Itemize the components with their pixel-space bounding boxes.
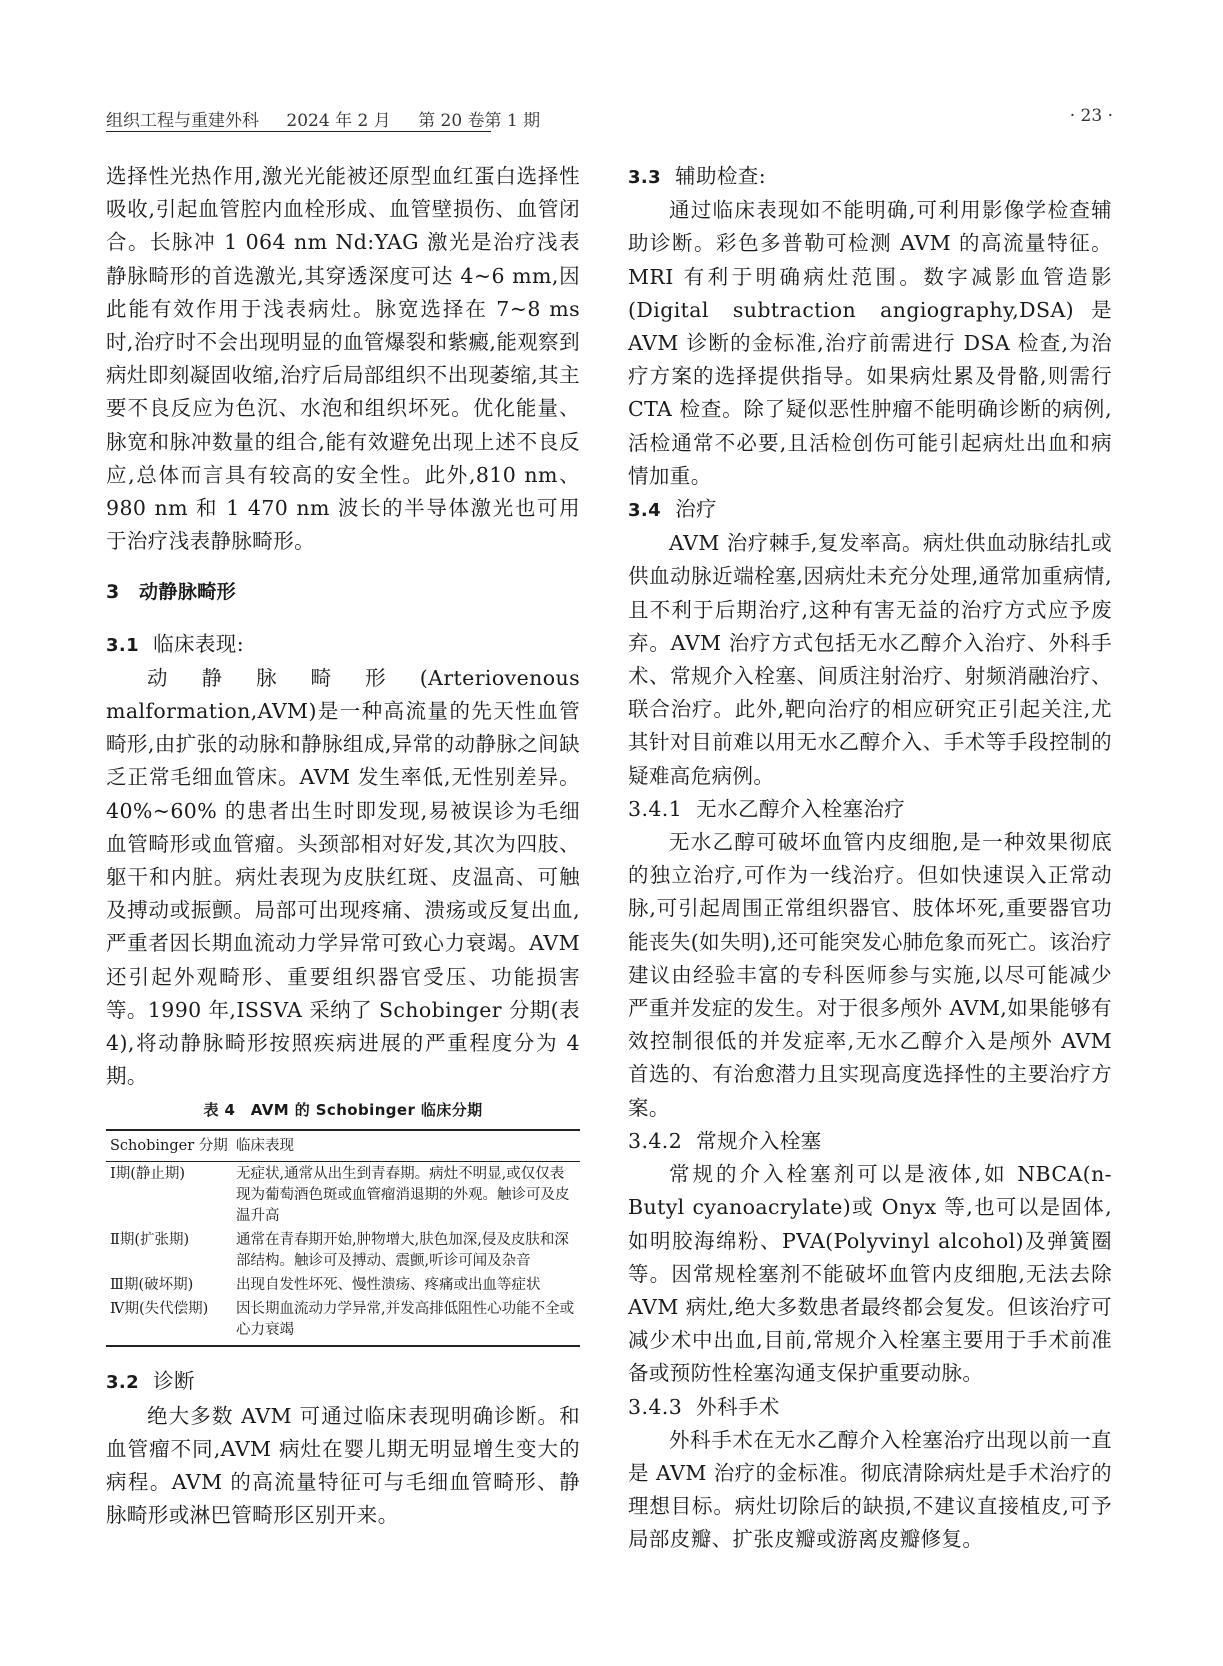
volume-issue: 第 20 卷第 1 期 <box>418 111 541 131</box>
section-3-4-2-heading <box>628 1125 1112 1158</box>
section-3-4-2-number: 3.4.2 <box>628 1128 683 1153</box>
table-header-row <box>106 1130 580 1162</box>
auxiliary-exam-paragraph: 通过临床表现如不能明确,可利用影像学检查辅助诊断。彩色多普勒可检测 AVM 的高流量特征。MRI 有利于明确病灶范围。数字减影血管造影(Digital subtraction angiography,DSA)是 AVM 诊断的金标准,治疗前需进行 DSA 检查,为治疗方案的选择提供指导。如果病灶累及骨骼,则需行 CTA 检查。除了疑似恶性肿瘤不能明确诊断的病例,活检通常不必要,且活检创伤可能引起病灶出血和病情加重。 <box>628 198 1112 488</box>
stage-cell: Ⅰ期(静止期) <box>110 1166 186 1183</box>
surgery-paragraph: 外科手术在无水乙醇介入栓塞治疗出现以前一直是 AVM 治疗的金标准。彻底清除病灶是手术治疗的理想目标。病灶切除后的缺损,不建议直接植皮,可予局部皮瓣、扩张皮瓣或游离皮瓣修复。 <box>628 1427 1112 1552</box>
table-row <box>106 1228 580 1273</box>
section-3-4-1-number: 3.4.1 <box>628 796 683 821</box>
section-3-4-3-number: 3.4.3 <box>628 1394 683 1419</box>
right-column <box>628 160 1112 1557</box>
laser-continuation-paragraph: 选择性光热作用,激光光能被还原型血红蛋白选择性吸收,引起血管腔内血栓形成、血管壁损伤、血管闭合。长脉冲 1 064 nm Nd:YAG 激光是治疗浅表静脉畸形的首选激光,其穿透深度可达 4~6 mm,因此能有效作用于浅表病灶。脉宽选择在 7~8 ms 时,治疗时不会出现明显的血管爆裂和紫癜,能观察到病灶即刻凝固收缩,治疗后局部组织不出现萎缩,其主要不良反应为色沉、水泡和组织坏死。优化能量、脉宽和脉冲数量的组合,能有效避免出现上述不良反应,总体而言具有较高的安全性。此外,810 nm、980 nm 和 1 470 nm 波长的半导体激光也可用于治疗浅表静脉畸形。 <box>106 164 580 554</box>
table-4-caption: 表 4 AVM 的 Schobinger 临床分期 <box>203 1101 483 1120</box>
section-3-2-number: 3.2 <box>106 1372 140 1394</box>
section-3-4-2-title: 常规介入栓塞 <box>696 1128 822 1153</box>
section-3-4-1-title: 无水乙醇介入栓塞治疗 <box>696 796 906 821</box>
section-3-heading: 3 动静脉畸形 <box>106 581 237 604</box>
presentation-cell: 通常在青春期开始,肿物增大,肤色加深,侵及皮肤和深部结构。触诊可及搏动、震颤,听诊可闻及杂音 <box>236 1232 569 1270</box>
presentation-cell: 因长期血流动力学异常,并发高排低阻性心功能不全或心力衰竭 <box>232 1297 580 1346</box>
table-row <box>106 1162 580 1229</box>
section-3-4-title: 治疗 <box>675 497 717 522</box>
section-3-2-title: 诊断 <box>153 1369 195 1394</box>
section-3-4-1-heading <box>628 793 1112 826</box>
section-3-4-3-title: 外科手术 <box>696 1394 780 1419</box>
header-rule <box>106 131 491 132</box>
conventional-embolization-paragraph: 常规的介入栓塞剂可以是液体,如 NBCA(n-Butyl cyanoacrylate)或 Onyx 等,也可以是固体,如明胶海绵粉、PVA(Polyvinyl alcohol)及弹簧圈等。因常规栓塞剂不能破坏血管内皮细胞,无法去除 AVM 病灶,绝大多数患者最终都会复发。但该治疗可减少术中出血,目前,常规介入栓塞主要用于手术前准备或预防性栓塞沟通支保护重要动脉。 <box>628 1162 1112 1386</box>
section-3-2-heading <box>106 1365 580 1399</box>
section-3-1-number: 3.1 <box>106 634 140 656</box>
table-header-stage: Schobinger 分期 <box>106 1130 232 1162</box>
section-3-1-title: 临床表现: <box>153 631 245 656</box>
stage-cell: Ⅱ期(扩张期) <box>110 1232 190 1249</box>
presentation-cell: 无症状,通常从出生到青春期。病灶不明显,或仅仅表现为葡萄酒色斑或血管瘤消退期的外观。触诊可及皮温升高 <box>236 1166 570 1225</box>
journal-name: 组织工程与重建外科 <box>106 111 259 131</box>
diagnosis-paragraph: 绝大多数 AVM 可通过临床表现明确诊断。和血管瘤不同,AVM 病灶在婴儿期无明显增生变大的病程。AVM 的高流量特征可与毛细血管畸形、静脉畸形或淋巴管畸形区别开来。 <box>106 1403 580 1528</box>
section-3-3-title: 辅助检查: <box>675 164 767 188</box>
ethanol-embolization-paragraph: 无水乙醇可破坏血管内皮细胞,是一种效果彻底的独立治疗,可作为一线治疗。但如快速误入正常动脉,可引起周围正常组织器官、肢体坏死,重要器官功能丧失(如失明),还可能突发心肺危象而死亡。该治疗建议由经验丰富的专科医师参与实施,以尽可能减少严重并发症的发生。对于很多颅外 AVM,如果能够有效控制很低的并发症率,无水乙醇介入是颅外 AVM 首选的、有治愈潜力且实现高度选择性的主要治疗方案。 <box>628 830 1112 1120</box>
issue-date: 2024 年 2 月 <box>286 111 391 131</box>
presentation-cell: 出现自发性坏死、慢性溃疡、疼痛或出血等症状 <box>236 1277 541 1294</box>
section-3-4-number: 3.4 <box>628 500 662 522</box>
table-row <box>106 1273 580 1297</box>
table-row <box>106 1297 580 1346</box>
schobinger-stage-table <box>106 1129 580 1347</box>
page-number: · 23 · <box>1069 106 1113 126</box>
treatment-paragraph: AVM 治疗棘手,复发率高。病灶供血动脉结扎或供血动脉近端栓塞,因病灶未充分处理,通常加重病情,且不利于后期治疗,这种有害无益的治疗方式应予废弃。AVM 治疗方式包括无水乙醇介入治疗、外科手术、常规介入栓塞、间质注射治疗、射频消融治疗、联合治疗。此外,靶向治疗的相应研究正引起关注,尤其针对目前难以用无水乙醇介入、手术等手段控制的疑难高危病例。 <box>628 531 1112 788</box>
section-3-3-heading <box>628 160 1112 194</box>
header-journal-info <box>106 106 562 131</box>
section-3-4-heading <box>628 493 1112 527</box>
section-3-1-heading <box>106 628 580 662</box>
section-3-4-3-heading <box>628 1391 1112 1424</box>
stage-cell: Ⅲ期(破坏期) <box>110 1277 194 1294</box>
stage-cell: Ⅳ期(失代偿期) <box>106 1297 232 1346</box>
clinical-presentation-paragraph: 动静脉畸形(Arteriovenous malformation,AVM)是一种高流量的先天性血管畸形,由扩张的动脉和静脉组成,异常的动静脉之间缺乏正常毛细血管床。AVM 发生率低,无性别差异。40%~60% 的患者出生时即发现,易被误诊为毛细血管畸形或血管瘤。头颈部相对好发,其次为四肢、躯干和内脏。病灶表现为皮肤红斑、皮温高、可触及搏动或振颤。局部可出现疼痛、溃疡或反复出血,严重者因长期血流动力学异常可致心力衰竭。AVM 还引起外观畸形、重要组织器官受压、功能损害等。1990 年,ISSVA 采纳了 Schobinger 分期(表 4),将动静脉畸形按照疾病进展的严重程度分为 4 期。 <box>106 665 580 1089</box>
left-column <box>106 160 580 1533</box>
table-header-presentation: 临床表现 <box>232 1130 580 1162</box>
section-3-3-number: 3.3 <box>628 167 662 188</box>
